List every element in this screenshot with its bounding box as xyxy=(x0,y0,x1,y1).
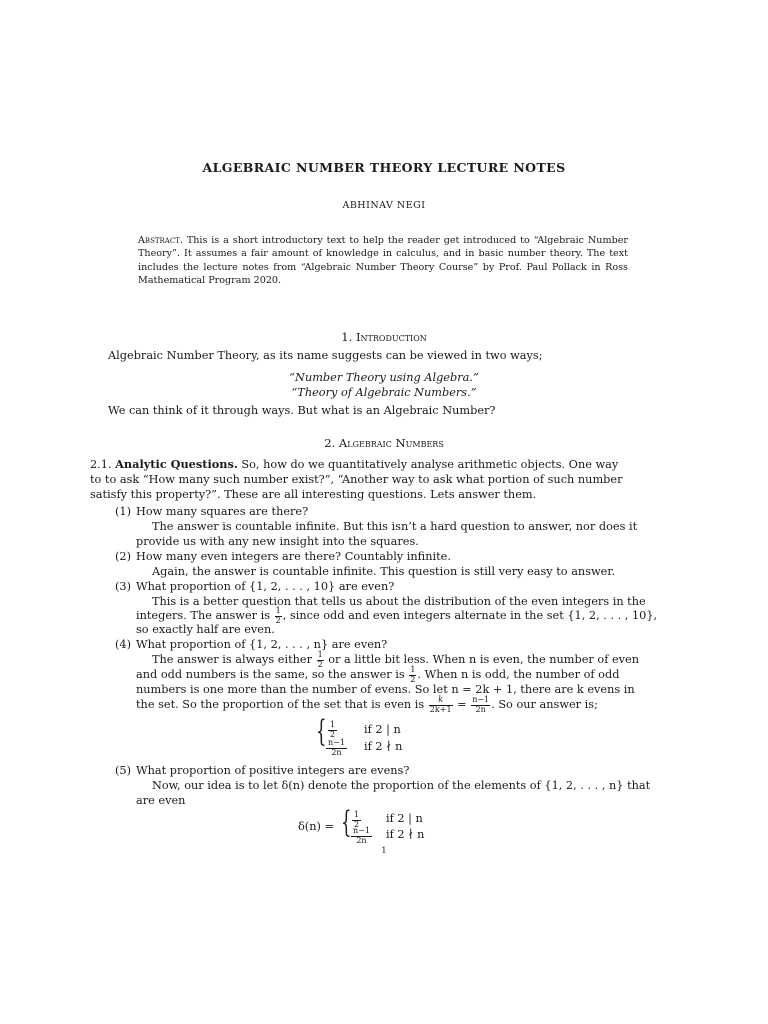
page-number: 1 xyxy=(381,846,387,856)
list-item-question: What proportion of {1, 2, . . . , 10} are even? xyxy=(136,580,395,593)
list-item-number: (3) xyxy=(115,580,132,593)
denominator: 2n xyxy=(331,747,342,757)
numerator: 1 xyxy=(317,650,323,659)
author-name: ABHINAV NEGI xyxy=(342,200,426,211)
fraction xyxy=(471,696,490,714)
text-run: The answer is always either xyxy=(152,653,312,666)
left-brace: { xyxy=(341,805,352,840)
subsection-intro xyxy=(90,457,618,472)
case-condition: if 2 ∤ n xyxy=(364,740,403,753)
case-condition: if 2 ∤ n xyxy=(386,828,425,841)
denominator: 2 xyxy=(275,615,281,625)
text-run: or a little bit less. When n is even, the number of even xyxy=(328,653,639,666)
denominator: 2 xyxy=(317,659,323,669)
text-run: , since odd and even integers alternate in the set {1, 2, . . . , 10}, xyxy=(282,609,658,622)
section-heading-algebraic-numbers: 2. Algebraic Numbers xyxy=(324,436,444,450)
text-run: and odd numbers is the same, so the answer is xyxy=(136,668,405,681)
numerator: n−1 xyxy=(353,826,370,835)
abstract-label: Abstract. xyxy=(138,235,183,246)
denominator: 2 xyxy=(330,729,336,739)
list-item-answer: are even xyxy=(136,794,186,807)
list-item-question: What proportion of {1, 2, . . . , n} are even? xyxy=(136,638,388,651)
fraction xyxy=(275,607,282,625)
paragraph-line: satisfy this property?”. These are all interesting questions. Lets answer them. xyxy=(90,488,537,501)
text-run: . So our answer is; xyxy=(491,698,598,711)
paragraph-line: So, how do we quantitatively analyse arithmetic objects. One way xyxy=(241,458,619,471)
list-item-answer: provide us with any new insight into the squares. xyxy=(136,535,419,548)
list-item-number: (5) xyxy=(115,764,132,777)
list-item-answer: numbers is one more than the number of evens. So let n = 2k + 1, there are k evens in xyxy=(136,683,635,696)
list-item-answer: This is a better question that tells us about the distribution of the even integers in the xyxy=(152,595,646,608)
list-item-answer xyxy=(136,696,598,714)
left-brace: { xyxy=(316,714,327,749)
list-item-number: (4) xyxy=(115,638,132,651)
list-item-question: What proportion of positive integers are evens? xyxy=(136,764,410,777)
list-item-question: How many squares are there? xyxy=(136,505,309,518)
numerator: 1 xyxy=(330,720,336,729)
quote: “Theory of Algebraic Numbers.” xyxy=(291,386,477,399)
case-fraction xyxy=(328,721,337,739)
case-fraction xyxy=(351,827,372,845)
subsection-title: Analytic Questions. xyxy=(115,457,238,471)
delta-definition-lhs: δ(n) = xyxy=(298,820,334,833)
abstract xyxy=(138,234,628,288)
section-heading-introduction: 1. Introduction xyxy=(341,330,427,344)
denominator: 2n xyxy=(356,835,367,845)
subsection-number: 2.1. xyxy=(90,458,112,471)
numerator: n−1 xyxy=(328,738,345,747)
denominator: 2 xyxy=(410,674,416,684)
case-fraction xyxy=(326,739,347,757)
case-condition: if 2 | n xyxy=(364,723,401,736)
numerator: k xyxy=(429,696,453,706)
numerator: n−1 xyxy=(472,695,490,704)
list-item-question: How many even integers are there? Countably infinite. xyxy=(136,550,451,563)
denominator: 2k+1 xyxy=(429,704,452,714)
numerator: 1 xyxy=(354,810,360,819)
numerator: 1 xyxy=(275,606,281,615)
abstract-text: This is a short introductory text to help the reader get introduced to “Algebraic Number Theory”. It assumes a fair amount of knowledge in calculus, and in basic number theory. The text includes the lecture notes from “Algebraic Number Theory Course” by Prof. Paul Pollack in Ross Mathematical Program 2020. xyxy=(138,235,628,287)
fraction xyxy=(429,696,453,714)
text-run: = xyxy=(457,698,467,711)
text-run: integers. The answer is xyxy=(136,609,271,622)
list-item-number: (1) xyxy=(115,505,132,518)
paper-title: ALGEBRAIC NUMBER THEORY LECTURE NOTES xyxy=(202,160,566,175)
case-condition: if 2 | n xyxy=(386,812,423,825)
denominator: 2n xyxy=(475,704,486,714)
list-item-answer: Now, our idea is to let δ(n) denote the proportion of the elements of {1, 2, . . . , n} that xyxy=(152,779,651,792)
denominator: 2 xyxy=(354,819,360,829)
paragraph-line: to to ask “How many such number exist?”, “Another way to ask what portion of such number xyxy=(90,473,623,486)
paragraph: We can think of it through ways. But what is an Algebraic Number? xyxy=(108,404,496,417)
paragraph: Algebraic Number Theory, as its name suggests can be viewed in two ways; xyxy=(108,349,543,362)
list-item-answer: Again, the answer is countable infinite. This question is still very easy to answer. xyxy=(152,565,616,578)
text-run: . When n is odd, the number of odd xyxy=(417,668,620,681)
list-item-answer: The answer is countable infinite. But this isn’t a hard question to answer, nor does it xyxy=(152,520,638,533)
quote: “Number Theory using Algebra.” xyxy=(289,371,479,384)
text-run: the set. So the proportion of the set that is even is xyxy=(136,698,425,711)
list-item-answer: so exactly half are even. xyxy=(136,623,275,636)
numerator: 1 xyxy=(410,665,416,674)
list-item-number: (2) xyxy=(115,550,132,563)
